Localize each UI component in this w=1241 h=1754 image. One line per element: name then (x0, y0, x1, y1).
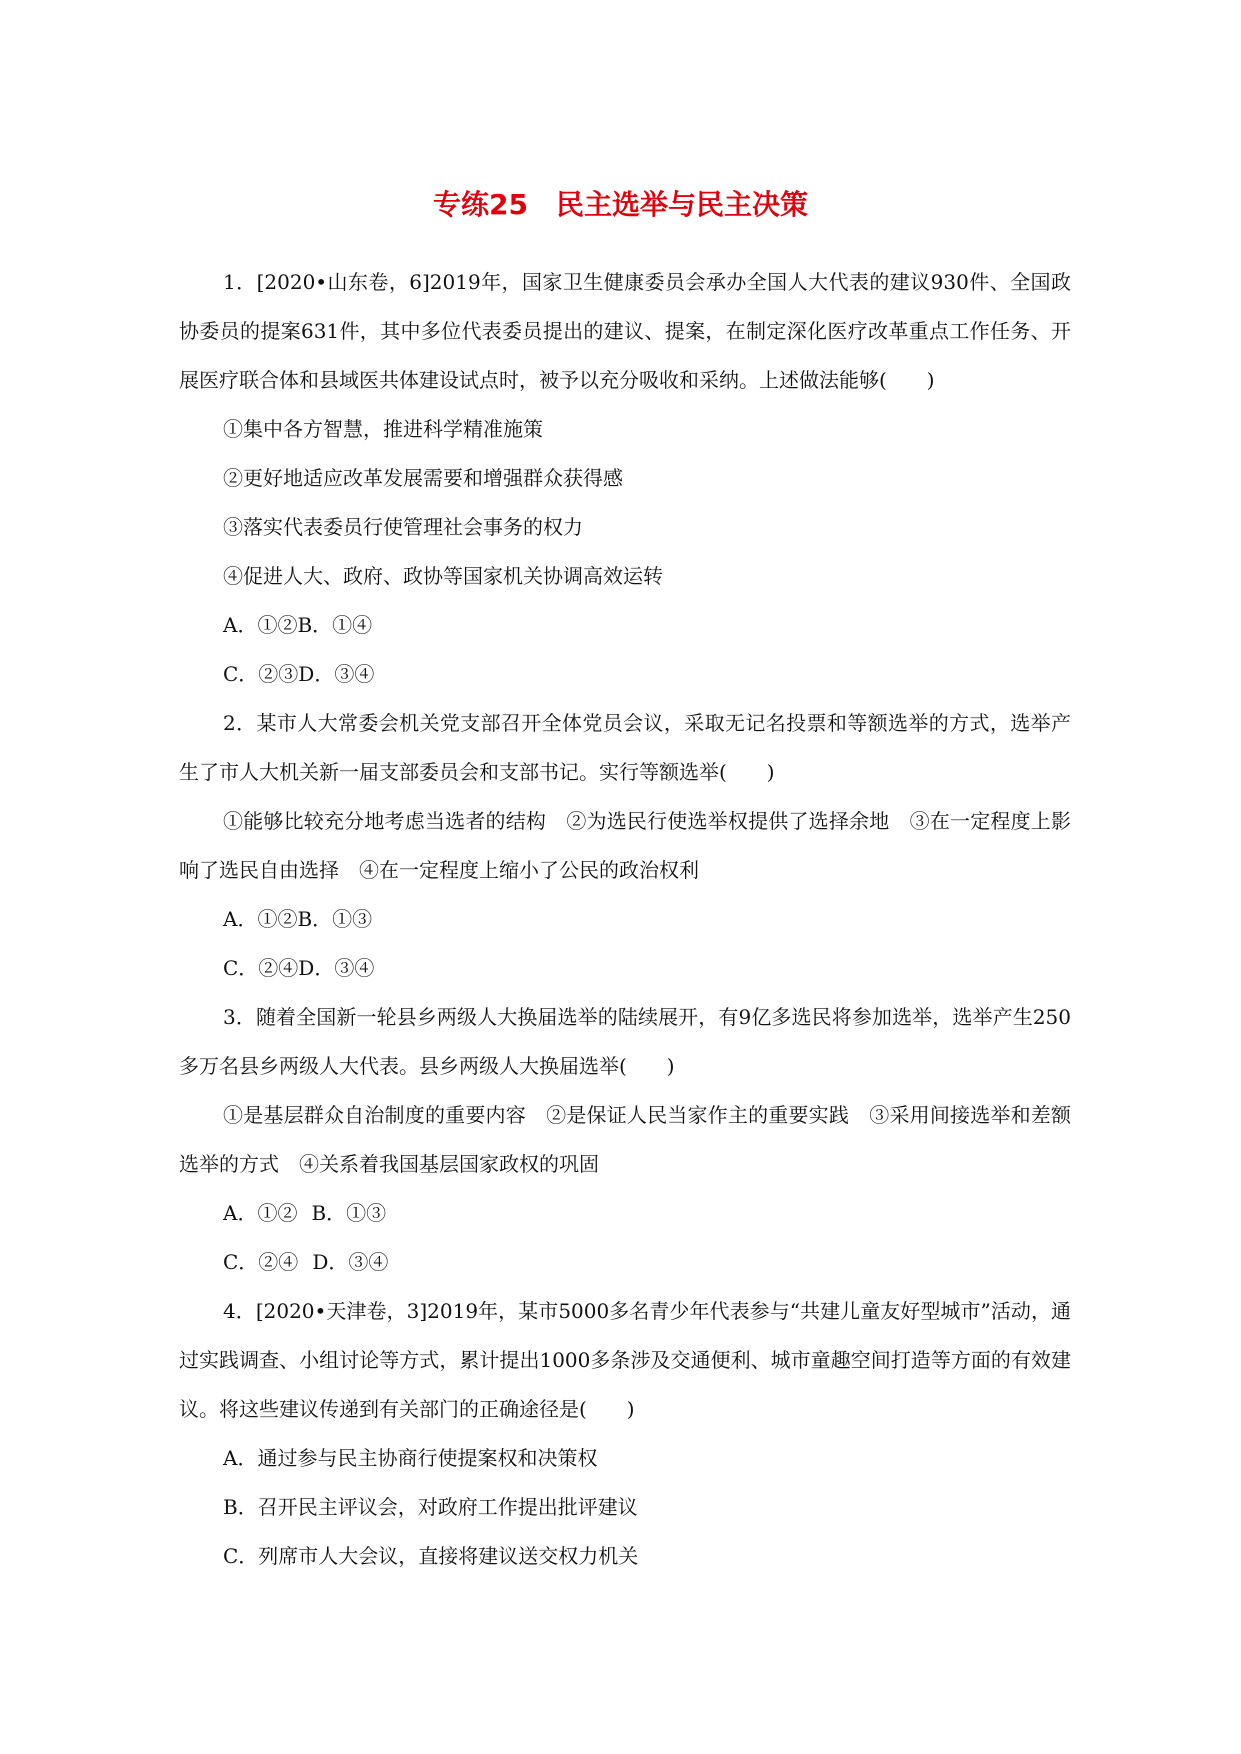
question-3-option-a: A．①② (223, 1201, 298, 1225)
question-3-option-d: D．③④ (312, 1250, 389, 1274)
question-2-options-ab: A．①②B．①③ (223, 907, 373, 931)
question-1-item-4: ④促进人大、政府、政协等国家机关协调高效运转 (223, 564, 663, 588)
question-2-options-cd: C．②④D．③④ (223, 956, 375, 980)
question-4-option-c: C．列席市人大会议，直接将建议送交权力机关 (223, 1544, 639, 1568)
question-list (179, 258, 1071, 1581)
question-1-item-3: ③落实代表委员行使管理社会事务的权力 (223, 515, 583, 539)
question-4-option-a: A．通过参与民主协商行使提案权和决策权 (223, 1446, 598, 1470)
question-4-stem: 4．[2020•天津卷，3]2019年，某市5000多名青少年代表参与“共建儿童友好型城市”活动，通过实践调查、小组讨论等方式，累计提出1000多条涉及交通便利、城市童趣空间打造等方面的有效建议。将这些建议传递到有关部门的正确途径是( ) (179, 1299, 1071, 1421)
question-1-options-cd: C．②③D．③④ (223, 662, 375, 686)
question-3-items: ①是基层群众自治制度的重要内容 ②是保证人民当家作主的重要实践 ③采用间接选举和差额选举的方式 ④关系着我国基层国家政权的巩固 (179, 1103, 1071, 1176)
question-2-items: ①能够比较充分地考虑当选者的结构 ②为选民行使选举权提供了选择余地 ③在一定程度上影响了选民自由选择 ④在一定程度上缩小了公民的政治权利 (179, 809, 1071, 882)
question-1-options-ab: A．①②B．①④ (223, 613, 373, 637)
question-4-option-b: B．召开民主评议会，对政府工作提出批评建议 (223, 1495, 638, 1519)
question-1-item-2: ②更好地适应改革发展需要和增强群众获得感 (223, 466, 623, 490)
question-2-stem: 2．某市人大常委会机关党支部召开全体党员会议，采取无记名投票和等额选举的方式，选举产生了市人大机关新一届支部委员会和支部书记。实行等额选举( ) (179, 711, 1071, 784)
question-3-stem: 3．随着全国新一轮县乡两级人大换届选举的陆续展开，有9亿多选民将参加选举，选举产生250多万名县乡两级人大代表。县乡两级人大换届选举( ) (179, 1005, 1071, 1078)
question-1-stem: 1．[2020•山东卷，6]2019年，国家卫生健康委员会承办全国人大代表的建议930件、全国政协委员的提案631件，其中多位代表委员提出的建议、提案，在制定深化医疗改革重点工作任务、开展医疗联合体和县域医共体建设试点时，被予以充分吸收和采纳。上述做法能够( ) (179, 270, 1071, 392)
question-3-options-ab (179, 1189, 1071, 1238)
question-3-option-c: C．②④ (223, 1250, 299, 1274)
question-3-options-cd (179, 1238, 1071, 1287)
page-title: 专练25 民主选举与民主决策 (433, 188, 808, 221)
question-3-option-b: B．①③ (311, 1201, 387, 1225)
question-1-item-1: ①集中各方智慧，推进科学精准施策 (223, 417, 543, 441)
